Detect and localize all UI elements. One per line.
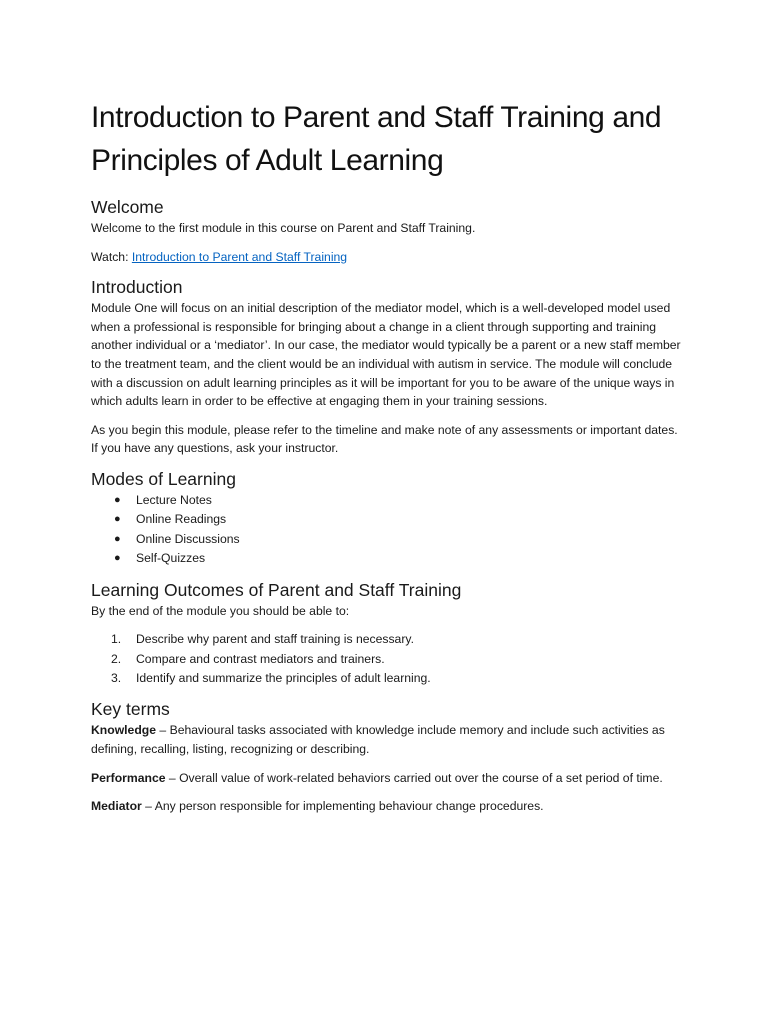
introduction-section	[91, 276, 681, 458]
bullet-icon: ●	[114, 552, 121, 565]
key-terms-heading: Key terms	[91, 699, 170, 720]
term: Performance	[91, 770, 166, 785]
term: Knowledge	[91, 723, 157, 738]
document-title: Introduction to Parent and Staff Training and Principles of Adult Learning	[91, 101, 662, 177]
introduction-paragraph-2: As you begin this module, please refer to the timeline and make note of any assessments or important dates. If you have any questions, ask your instructor.	[91, 422, 678, 456]
outcomes-list	[91, 630, 681, 688]
key-term-entry: Mediator – Any person responsible for implementing behaviour change procedures.	[91, 799, 544, 814]
list-item: ● Online Readings	[91, 510, 681, 529]
list-item: ● Lecture Notes	[91, 491, 681, 510]
key-term-entry: Knowledge – Behavioural tasks associated with knowledge include memory and include such activities as defining, recalling, listing, recognizing or describing.	[91, 723, 665, 756]
bullet-icon: ●	[114, 493, 121, 506]
modes-list	[91, 491, 681, 569]
welcome-section	[91, 196, 681, 266]
outcomes-heading: Learning Outcomes of Parent and Staff Training	[91, 579, 462, 600]
list-item: ● Self-Quizzes	[91, 549, 681, 568]
welcome-text: Welcome to the first module in this course on Parent and Staff Training.	[91, 221, 476, 235]
bullet-icon: ●	[114, 532, 121, 545]
watch-line	[91, 248, 681, 267]
definition: Behavioural tasks associated with knowledge include memory and include such activities as defining, recalling, listing, recognizing or describing.	[91, 723, 665, 756]
list-item: 1. Describe why parent and staff training is necessary.	[111, 632, 414, 647]
key-terms-section	[91, 698, 681, 815]
list-item: ● Online Discussions	[91, 530, 681, 549]
bullet-icon: ●	[114, 513, 121, 526]
document-page	[91, 96, 681, 826]
key-term-entry: Performance – Overall value of work-related behaviors carried out over the course of a set period of time.	[91, 770, 663, 785]
introduction-paragraph-1: Module One will focus on an initial description of the mediator model, which is a well-developed model used when a professional is responsible for bringing about a change in a client through supporting and training another individual or a ‘mediator’. In our case, the mediator would typically be a parent or a new staff member to the treatment team, and the client would be an individual with autism in service. The module will conclude with a discussion on adult learning principles as it will be important for you to be aware of the unique ways in which adults learn in order to be effective at engaging them in your training sessions.	[91, 301, 681, 409]
definition: Overall value of work-related behaviors carried out over the course of a set period of time.	[179, 770, 663, 785]
outcomes-section	[91, 579, 681, 689]
outcomes-intro: By the end of the module you should be able to:	[91, 603, 350, 618]
definition: Any person responsible for implementing behaviour change procedures.	[154, 799, 544, 814]
welcome-heading: Welcome	[91, 197, 164, 217]
list-item: 2. Compare and contrast mediators and trainers.	[111, 651, 385, 666]
introduction-heading: Introduction	[91, 277, 183, 298]
modes-section	[91, 468, 681, 569]
term: Mediator	[91, 799, 142, 814]
watch-label: Watch:	[91, 249, 132, 264]
watch-video-link[interactable]: Introduction to Parent and Staff Training	[131, 249, 348, 264]
modes-heading: Modes of Learning	[91, 468, 236, 489]
list-item: 3. Identify and summarize the principles of adult learning.	[111, 670, 431, 685]
